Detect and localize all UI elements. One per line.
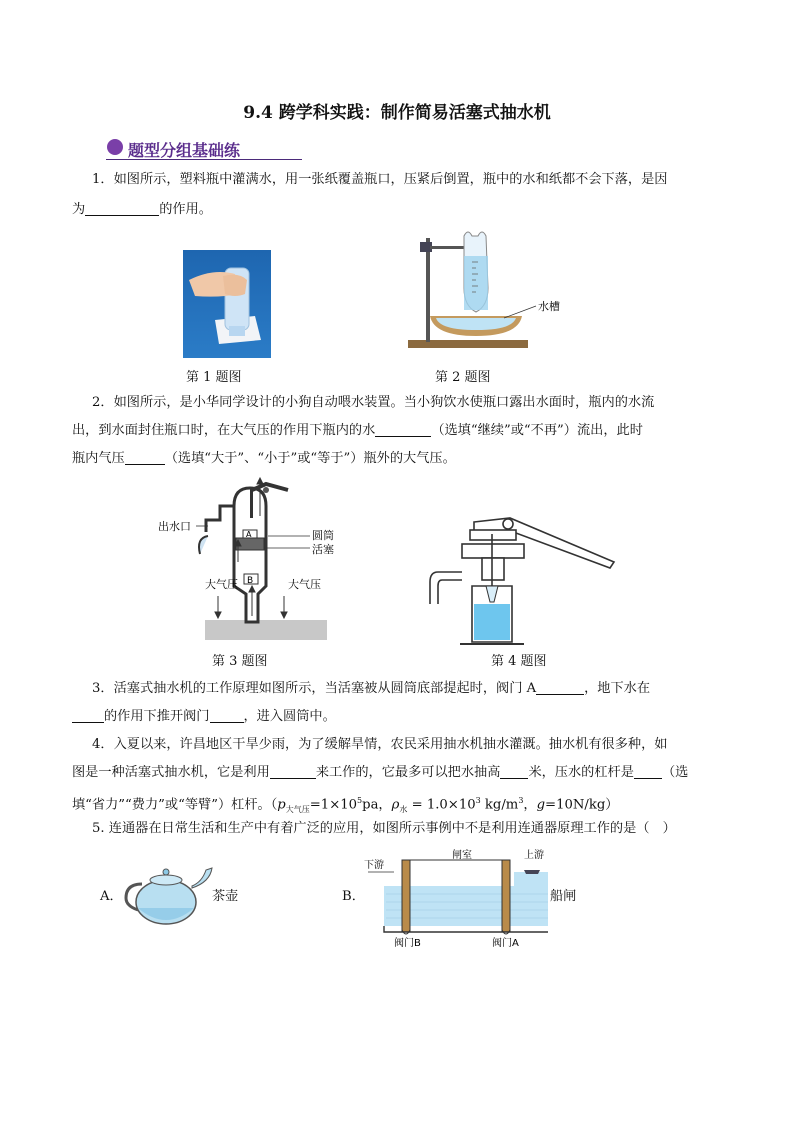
valve-b-label: B	[247, 576, 254, 586]
section-label: 题型分组基础练	[128, 141, 241, 160]
gate-a-label: 阀门A	[492, 938, 519, 949]
teapot-image	[122, 862, 214, 932]
water-tank-label: 水槽	[538, 300, 560, 313]
answer-blank[interactable]	[125, 448, 165, 465]
figure-3-pump-principle-diagram	[150, 476, 340, 646]
question-3-line-2: 的作用下推开阀门 ，进入圆筒中。	[72, 704, 732, 730]
piston-label: 活塞	[312, 543, 334, 556]
valve-a-label: A	[246, 530, 252, 539]
question-4-line-3: 填“省力”“费力”或“等臂”）杠杆。（$p_{大气压}=1\times 10^5pa$，$\rho_水 = 1.0\times 10^3$ $kg/m^3$，g=10N/kg）	[72, 796, 619, 815]
outlet-label: 出水口	[158, 520, 191, 533]
ship-lock-diagram	[364, 846, 552, 950]
ship-lock-label: 船闸	[550, 889, 577, 904]
answer-blank[interactable]	[85, 199, 159, 216]
figure-4-caption: 第 4 题图	[491, 654, 547, 669]
question-1-line-2: 为 的作用。	[72, 197, 732, 223]
option-b-label[interactable]: B．	[342, 889, 365, 904]
page-title: 9.4 跨学科实践：制作简易活塞式抽水机	[243, 103, 551, 123]
bullet-dot-icon	[107, 139, 123, 155]
question-3-line-1: 3．活塞式抽水机的工作原理如图所示，当活塞被从圆筒底部提起时，阀门 A ，地下水在	[92, 676, 732, 702]
figure-1-bottle-photo	[183, 250, 271, 358]
question-2-line-2: 出，到水面封住瓶口时，在大气压的作用下瓶内的水 （选填“继续”或“不再”）流出，此时	[72, 418, 732, 444]
figure-2-stand-diagram	[408, 226, 568, 356]
upstream-label: 上游	[524, 850, 544, 861]
answer-blank[interactable]	[500, 762, 528, 779]
figure-4-hand-pump-diagram	[424, 510, 624, 646]
answer-blank[interactable]	[375, 420, 431, 437]
question-4-line-1: 4．入夏以来，许昌地区干旱少雨，为了缓解旱情，农民采用抽水机抽水灌溉。抽水机有很多种，如	[92, 737, 668, 752]
chamber-label: 闸室	[452, 850, 472, 861]
cylinder-label: 圆筒	[312, 529, 334, 542]
question-1-line-1: 1．如图所示，塑料瓶中灌满水，用一张纸覆盖瓶口，压紧后倒置，瓶中的水和纸都不会下落，是因	[92, 172, 668, 187]
answer-blank[interactable]	[270, 762, 316, 779]
answer-blank[interactable]	[634, 762, 662, 779]
downstream-label: 下游	[364, 860, 384, 871]
option-a-label[interactable]: A．	[100, 889, 123, 904]
answer-blank[interactable]	[210, 706, 244, 723]
question-2-line-3: 瓶内气压 （选填“大于”、“小于”或“等于”）瓶外的大气压。	[72, 446, 732, 472]
atmosphere-right-label: 大气压	[288, 578, 321, 591]
figure-3-caption: 第 3 题图	[212, 654, 268, 669]
answer-blank[interactable]	[536, 678, 584, 695]
teapot-label: 茶壶	[212, 889, 239, 904]
section-header	[106, 137, 302, 160]
question-2-line-1: 2．如图所示，是小华同学设计的小狗自动喂水装置。当小狗饮水使瓶口露出水面时，瓶内的水流	[92, 395, 655, 410]
figure-2-caption: 第 2 题图	[435, 370, 491, 385]
question-4-line-2: 图是一种活塞式抽水机，它是利用 来工作的，它最多可以把水抽高 米，压水的杠杆是 （选	[72, 760, 732, 786]
atmosphere-left-label: 大气压	[205, 578, 238, 591]
gate-b-label: 阀门B	[394, 938, 421, 949]
figure-1-caption: 第 1 题图	[186, 370, 242, 385]
question-5-stem: 5. 连通器在日常生活和生产中有着广泛的应用，如图所示事例中不是利用连通器原理工作的是（ ）	[92, 821, 676, 836]
answer-blank[interactable]	[72, 706, 104, 723]
